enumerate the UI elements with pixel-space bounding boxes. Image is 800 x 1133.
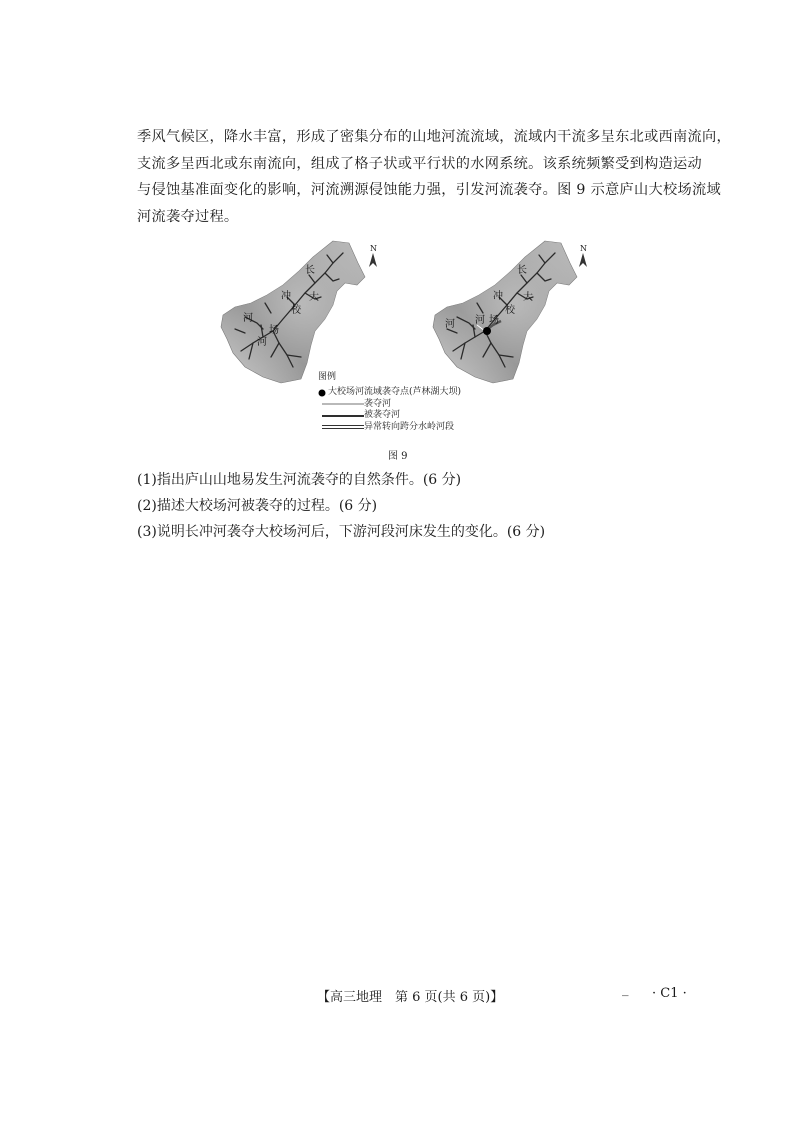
- map-after-capture: [433, 241, 587, 383]
- north-arrow-icon: [579, 244, 587, 267]
- map-legend: [318, 372, 461, 433]
- map-label: 河: [243, 313, 253, 324]
- map-label: 校: [291, 305, 301, 316]
- map-label: 河: [475, 315, 485, 326]
- legend-label: 大校场河流域袭夺点(芦林湖大坝): [328, 387, 462, 398]
- capture-point-icon: [318, 388, 328, 398]
- legend-label: 袭夺河: [364, 398, 392, 409]
- map-label: 场: [489, 315, 499, 326]
- paragraph-line: 河流袭夺过程。: [137, 208, 239, 225]
- captured-river-line-icon: [318, 411, 364, 421]
- map-label: 大: [309, 292, 319, 303]
- map-label: 校: [505, 305, 515, 316]
- map-label: 长: [517, 265, 527, 276]
- svg-text:N: N: [370, 244, 377, 253]
- intro-paragraph: [137, 124, 731, 230]
- map-label: 河: [445, 319, 455, 330]
- capturing-river-line-icon: [318, 399, 364, 409]
- legend-title: 图例: [318, 372, 337, 382]
- question-1: (1)指出庐山山地易发生河流袭夺的自然条件。(6 分): [137, 472, 462, 488]
- legend-item: [318, 422, 461, 434]
- figure-caption: 图 9: [388, 451, 408, 462]
- footer-dash: _: [622, 982, 629, 997]
- map-label: 大: [523, 292, 533, 303]
- footer-code: · C1 ·: [652, 986, 687, 1001]
- legend-item: [318, 410, 461, 422]
- north-arrow-icon: [369, 244, 377, 267]
- paragraph-line: 支流多呈西北或东南流向，组成了格子状或平行状的水网系统。该系统频繁受到构造运动: [137, 155, 703, 172]
- map-before-capture: [221, 241, 377, 383]
- map-label: 冲: [281, 291, 291, 302]
- map-label: 冲: [493, 291, 503, 302]
- map-label: 场: [269, 325, 279, 336]
- svg-text:N: N: [580, 244, 587, 253]
- diverted-river-segment-icon: [318, 422, 364, 432]
- question-2: (2)描述大校场河被袭夺的过程。(6 分): [137, 498, 378, 514]
- paragraph-line: 季风气候区，降水丰富，形成了密集分布的山地河流流域，流域内干流多呈东北或西南流向，: [137, 129, 731, 145]
- map-label: 长: [305, 265, 315, 276]
- question-3: (3)说明长冲河袭夺大校场河后，下游河段河床发生的变化。(6 分): [137, 524, 546, 540]
- paragraph-line: 与侵蚀基准面变化的影响，河流溯源侵蚀能力强，引发河流袭夺。图 9 示意庐山大校场流域: [137, 182, 721, 198]
- map-label: 河: [257, 337, 267, 348]
- legend-item: [318, 387, 461, 399]
- legend-label: 异常转向跨分水岭河段: [364, 421, 455, 432]
- capture-point-icon: [483, 327, 491, 335]
- legend-item: [318, 399, 461, 411]
- page-footer: 【高三地理 第 6 页(共 6 页)】: [317, 990, 504, 1005]
- legend-label: 被袭夺河: [364, 410, 401, 421]
